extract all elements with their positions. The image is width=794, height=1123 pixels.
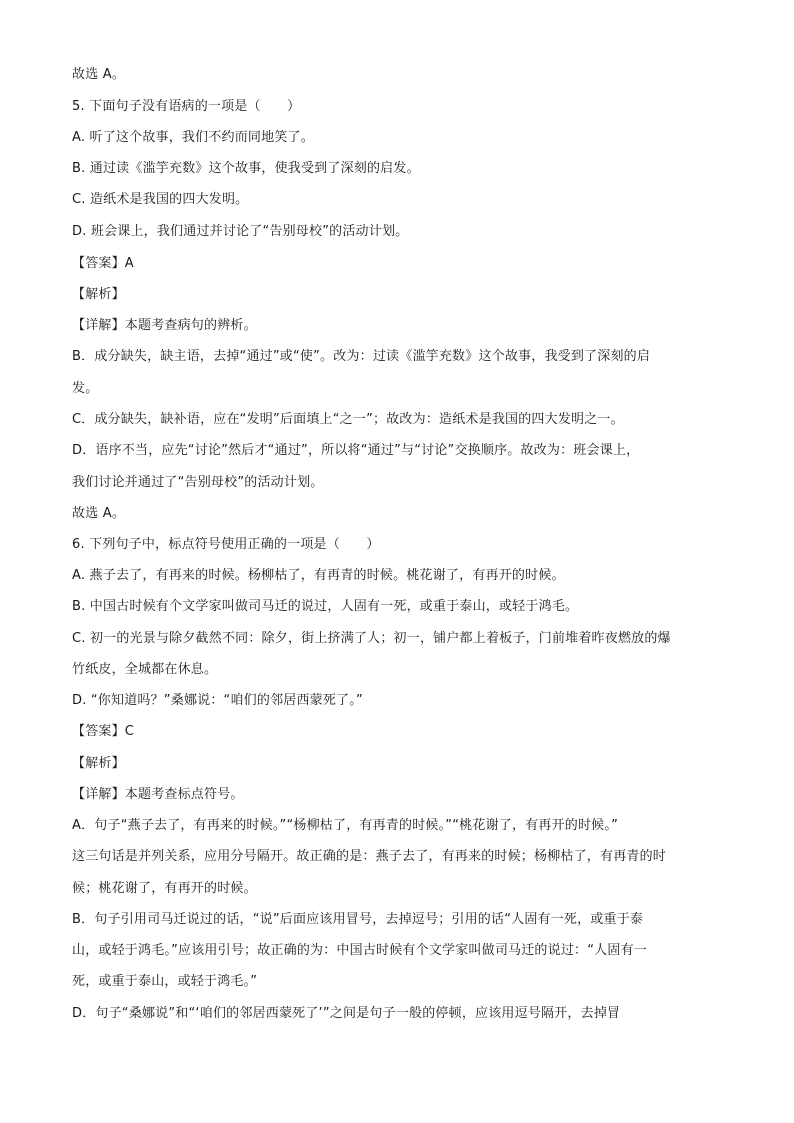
question-5-stem: 5. 下面句子没有语病的一项是（ ） [72,99,301,114]
question-6-stem: 6. 下列句子中，标点符号使用正确的一项是（ ） [72,537,380,552]
question-5-option-d: D. 班会课上，我们通过并讨论了“告别母校”的活动计划。 [72,224,409,239]
question-5-detail-b-line-1: B．成分缺失，缺主语，去掉“通过”或“使”。改为：过读《滥竽充数》这个故事，我受到了深刻的启 [72,349,651,364]
question-5-option-a: A. 听了这个故事，我们不约而同地笑了。 [72,130,314,145]
question-5-analysis-label: 【解析】 [72,287,125,302]
text-line-conclusion-1: 故选 A。 [72,67,126,82]
question-6-answer: 【答案】C [72,724,135,739]
question-6-detail-b-line-1: B．句子引用司马迁说过的话，“说”后面应该用冒号，去掉逗号；引用的话“人固有一死，或重于泰 [72,912,644,927]
question-6-option-c-line-1: C. 初一的光景与除夕截然不同：除夕，街上挤满了人；初一，铺户都上着板子，门前堆着昨夜燃放的爆 [72,631,671,646]
question-6-analysis-label: 【解析】 [72,756,125,771]
text-line-conclusion-2: 故选 A。 [72,506,126,521]
question-5-detail-b-line-2: 发。 [72,381,99,396]
question-6-detail-a-line-2: 这三句话是并列关系，应用分号隔开。故正确的是：燕子去了，有再来的时候；杨柳枯了，有再青的时 [72,849,667,864]
question-6-option-b: B. 中国古时候有个文学家叫做司马迁的说过，人固有一死，或重于泰山，或轻于鸿毛。 [72,599,579,614]
question-6-detail-a-line-1: A．句子“燕子去了，有再来的时候。”“杨柳枯了，有再青的时候。”“桃花谢了，有再开的时候。” [72,818,619,833]
question-6-option-d: D. “你知道吗？”桑娜说：“咱们的邻居西蒙死了。” [72,693,363,708]
question-6-detail-d-line-1: D．句子“桑娜说”和“‘咱们的邻居西蒙死了’”之间是句子一般的停顿，应该用逗号隔开，去掉冒 [72,1006,621,1021]
question-5-detail-d-line-2: 我们讨论并通过了“告别母校”的活动计划。 [72,475,324,490]
question-6-option-c-line-2: 竹纸皮，全城都在休息。 [72,662,218,677]
question-5-detail-intro: 【详解】本题考查病句的辨析。 [72,318,257,333]
question-5-answer: 【答案】A [72,256,134,271]
question-5-option-b: B. 通过读《滥竽充数》这个故事，使我受到了深刻的启发。 [72,161,420,176]
question-6-detail-a-line-3: 候；桃花谢了，有再开的时候。 [72,881,257,896]
question-6-detail-intro: 【详解】本题考查标点符号。 [72,787,244,802]
question-6-option-a: A. 燕子去了，有再来的时候。杨柳枯了，有再青的时候。桃花谢了，有再开的时候。 [72,568,565,583]
question-5-option-c: C. 造纸术是我国的四大发明。 [72,192,249,207]
question-5-detail-d-line-1: D．语序不当，应先“讨论”然后才“通过”，所以将“通过”与“讨论”交换顺序。故改为：班会课上， [72,443,640,458]
question-6-detail-b-line-2: 山，或轻于鸿毛。”应该用引号；故正确的为：中国古时候有个文学家叫做司马迁的说过：“人固有一 [72,943,647,958]
question-5-detail-c: C．成分缺失，缺补语，应在“发明”后面填上“之一”；故改为：造纸术是我国的四大发明之一。 [72,412,624,427]
question-6-detail-b-line-3: 死，或重于泰山，或轻于鸿毛。” [72,974,258,989]
